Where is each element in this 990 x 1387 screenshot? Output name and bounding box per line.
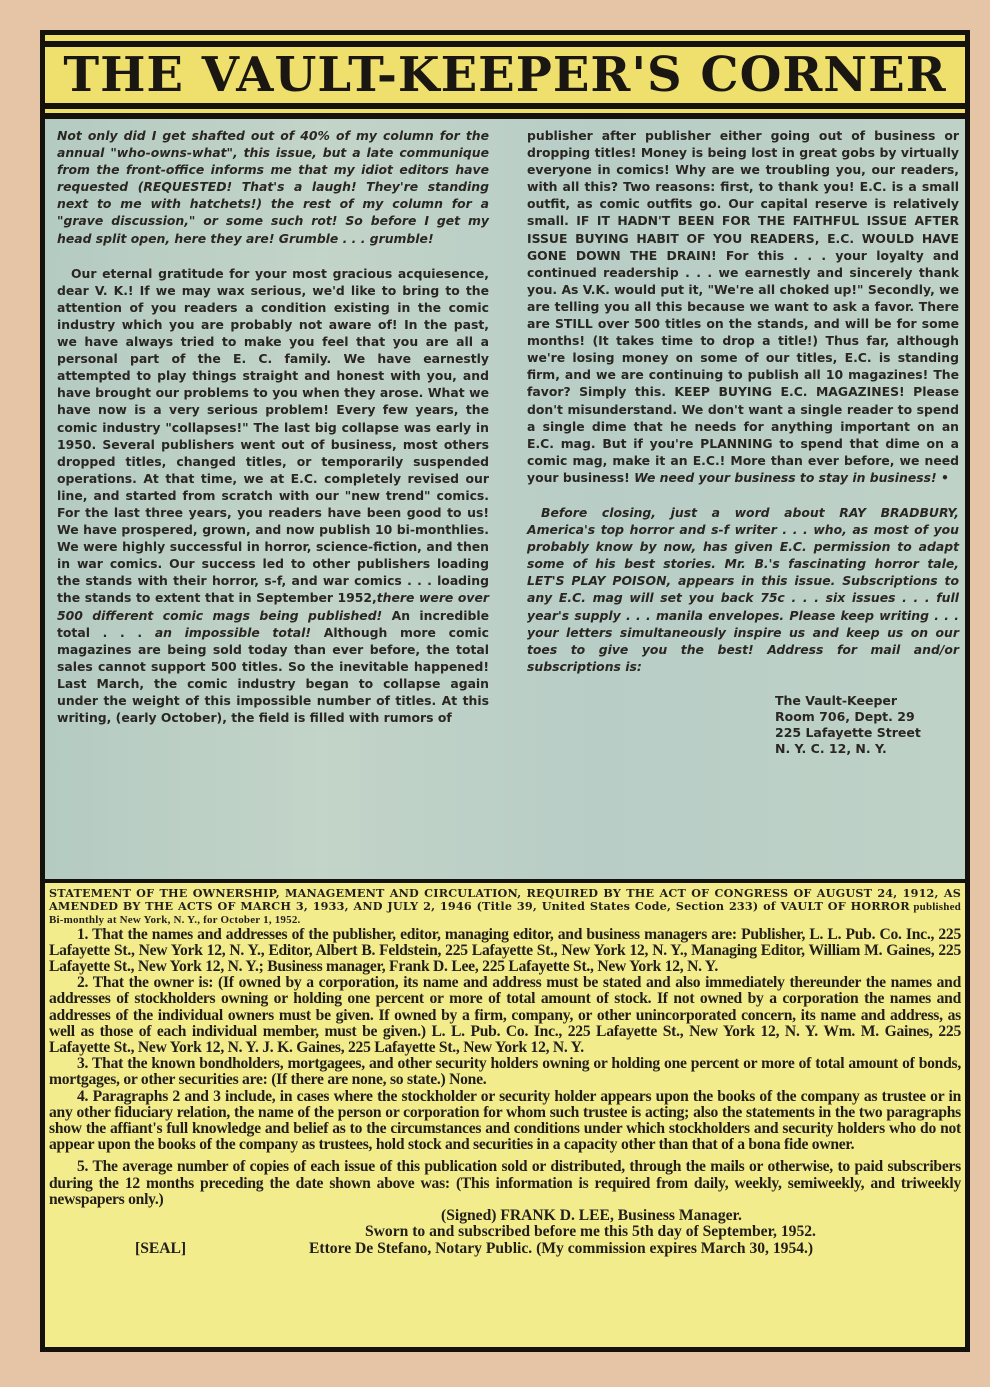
statement-heading <box>49 887 961 927</box>
banner-rule <box>45 103 965 109</box>
sworn-line: Sworn to and subscribed before me this 5th day of September, 1952. <box>365 1223 816 1241</box>
paragraph-text: The average number of copies of each issue of this publication sold or distributed, through the mails or otherwise, to paid subscribers during the 12 months preceding the date shown above was: (This information is required from daily, weekly, semiweekly, and triweekly newspapers only.) <box>49 1158 961 1208</box>
statement-paragraph-1 <box>49 927 961 976</box>
body-text: Our eternal gratitude for your most gracious acquiesence, dear V. K.! If we may wax serious, we'd like to bring to the attention of you readers a condition existing in the comic industry which you are probably not aware of! In the past, we have always tried to make you feel that you are all a personal part of the E. C. family. We have earnestly attempted to play things straight and honest with you, and have brought our problems to you when they arose. What we have now is a very serious problem! Every few years, the comic industry "collapses!" The last big collapse was early in 1950. Several publishers went out of business, most others dropped titles, changed titles, or temporarily suspended operations. At that time, we at E.C. completely revised our line, and started from scratch with our "new trend" comics. For the last three years, you readers have been good to us! We have prospered, grown, and now publish 10 bi-monthlies. We were highly successful in horror, science-fiction, and then in war comics. Our success led to other publishers loading the stands with their horror, s-f, and war comics . . . loading the stands to extent that in September 1952, <box>57 265 489 606</box>
closing-paragraph: Before closing, just a word about RAY BRADBURY, America's top horror and s-f writer . . . who, as most of you probably know by now, has given E.C. permission to adapt some of his best stories. Mr. B.'s fascinating horror tale, LET'S PLAY POISON, appears in this issue. Subscriptions to any E.C. mag will set you back 75c . . . six issues . . . full year's supply . . . manila envelopes. Please keep writing . . . your letters simultaneously inspire us and keep us on our toes to give you the best! Address for mail and/or subscriptions is: <box>527 504 959 674</box>
bullet-icon: • <box>936 469 949 485</box>
statement-paragraph-2 <box>49 975 961 1056</box>
emphasis-text: there were over 500 different comic mags being published! <box>57 590 489 623</box>
paragraph-number: 4. <box>77 1087 89 1105</box>
signature-line: (Signed) FRANK D. LEE, Business Manager. <box>441 1206 742 1224</box>
notary-text: Ettore De Stefano, Notary Public. (My commission expires March 30, 1954.) <box>309 1239 814 1257</box>
vault-keeper-intro: Not only did I get shafted out of 40% of my column for the annual "who-owns-what", this issue, but a late communique from the front-office informs me that my idiot editors have requested (REQUESTED! That's a laugh! They're standing next to me with hatchets!) the rest of my column for a "grave discussion," or some such rot! So before I get my head split open, here they are! Grumble . . . grumble! <box>57 128 489 246</box>
title-banner <box>45 35 965 119</box>
right-column <box>527 127 959 757</box>
statement-paragraph-4 <box>49 1089 961 1154</box>
ownership-statement <box>45 883 965 1347</box>
heading-text: published Bi-monthly at New York, N. Y., for October 1, 1952. <box>49 900 961 926</box>
paragraph-text: That the owner is: (If owned by a corporation, its name and address must be stated and also immediately thereunder the names and addresses of stockholders owning or holding one percent or more of total amount of stock. If not owned by a corporation the names and addresses of the individual owners must be given. If owned by a firm, company, or other unincorporated concern, its name and address, as well as those of each individual member, must be given.) L. L. Pub. Co. Inc., 225 Lafayette St., New York 12, N. Y. Wm. M. Gaines, 225 Lafayette St., New York 12, N. Y. J. K. Gaines, 225 Lafayette St., New York 12, N. Y. <box>49 974 961 1056</box>
comic-page <box>40 30 970 1352</box>
address-line: 225 Lafayette Street <box>775 724 921 740</box>
notary-line <box>49 1241 961 1258</box>
statement-paragraph-5 <box>49 1159 961 1208</box>
address-line: N. Y. C. 12, N. Y. <box>775 740 887 756</box>
body-text: Although more comic magazines are being sold today than ever before, the total sales cannot support 500 titles. So the inevitable happened! Last March, the comic industry began to collapse again under the weight of this impossible number of titles. At this writing, (early October), the field is filled with rumors of <box>57 624 489 726</box>
paragraph-number: 5. <box>77 1158 89 1176</box>
paragraph-text: Paragraphs 2 and 3 include, in cases where the stockholder or security holder appears upon the books of the company as trustee or in any other fiduciary relation, the name of the person or corporation for whom such trustee is acting; also the statements in the two paragraphs show the affiant's full knowledge and belief as to the circumstances and conditions under which stockholders and security holders who do not appear upon the books of the company as trustees, hold stock and securities in a capacity other than that of a bona fide owner. <box>49 1087 961 1154</box>
paragraph-text: That the known bondholders, mortgagees, and other security holders owning or holding one percent or more of total amount of bonds, mortgages, or other securities are: (If there are none, so state.) None. <box>49 1055 961 1089</box>
emphasis-text: an impossible total! <box>142 624 312 640</box>
heading-text: STATEMENT OF THE OWNERSHIP, MANAGEMENT AND CIRCULATION, REQUIRED BY THE ACT OF CONGRESS OF AUGUST 24, 1912, AS AMENDED BY THE ACTS OF MARCH 3, 1933, AND JULY 2, 1946 (Title 39, United States Code, Section 233) of VAULT OF HORROR <box>49 886 961 913</box>
page-title: THE VAULT-KEEPER'S CORNER <box>63 47 947 103</box>
mailing-address <box>775 693 959 757</box>
paragraph-number: 1. <box>77 925 89 943</box>
body-text: An incredible total . . . <box>57 607 489 640</box>
address-line: Room 706, Dept. 29 <box>775 708 915 724</box>
paragraph-number: 3. <box>77 1055 89 1073</box>
editors-reply-paragraph <box>57 265 489 727</box>
editors-reply-continued <box>527 127 959 486</box>
letter-column-panel <box>45 119 965 879</box>
statement-paragraph-3 <box>49 1056 961 1088</box>
emphasis-text: We need your business to stay in business! <box>629 469 937 485</box>
paragraph-number: 2. <box>77 974 89 992</box>
body-text: publisher after publisher either going out of business or dropping titles! Money is being lost in great gobs by virtually everyone in comics! Why are we troubling you, our readers, with all this? Two reasons: first, to thank you! E.C. is a small outfit, as comic outfits go. Our capital reserve is relatively small. IF IT HADN'T BEEN FOR THE FAITHFUL ISSUE AFTER ISSUE BUYING HABIT OF YOU READERS, E.C. WOULD HAVE GONE DOWN THE DRAIN! For this . . . your loyalty and continued readership . . . we earnestly and sincerely thank you. As V.K. would put it, "We're all choked up!" Secondly, we are telling you all this because we want to ask a favor. There are STILL over 500 titles on the stands, and will be for some months! (It takes time to drop a title!) Thus far, although we're losing money on some of our titles, E.C. is standing firm, and we are continuing to publish all 10 magazines! The favor? Simply this. KEEP BUYING E.C. MAGAZINES! Please don't misunderstand. We don't want a single reader to spend a single dime that he needs for anything important on an E.C. mag. But if you're PLANNING to spend that dime on a comic mag, make it an E.C.! More than ever before, we need your business! <box>527 128 959 485</box>
paragraph-text: That the names and addresses of the publisher, editor, managing editor, and business managers are: Publisher, L. L. Pub. Co. Inc., 225 Lafayette St., New York 12, N. Y., Editor, Albert B. Feldstein, 225 Lafayette St., New York 12, N. Y., Managing Editor, William M. Gaines, 225 Lafayette St., New York 12, N. Y.; Business manager, Frank D. Lee, 225 Lafayette St., New York 12, N. Y. <box>49 925 961 975</box>
address-line: The Vault-Keeper <box>775 692 898 708</box>
seal-label: [SEAL] <box>135 1239 187 1257</box>
left-column <box>57 127 489 744</box>
